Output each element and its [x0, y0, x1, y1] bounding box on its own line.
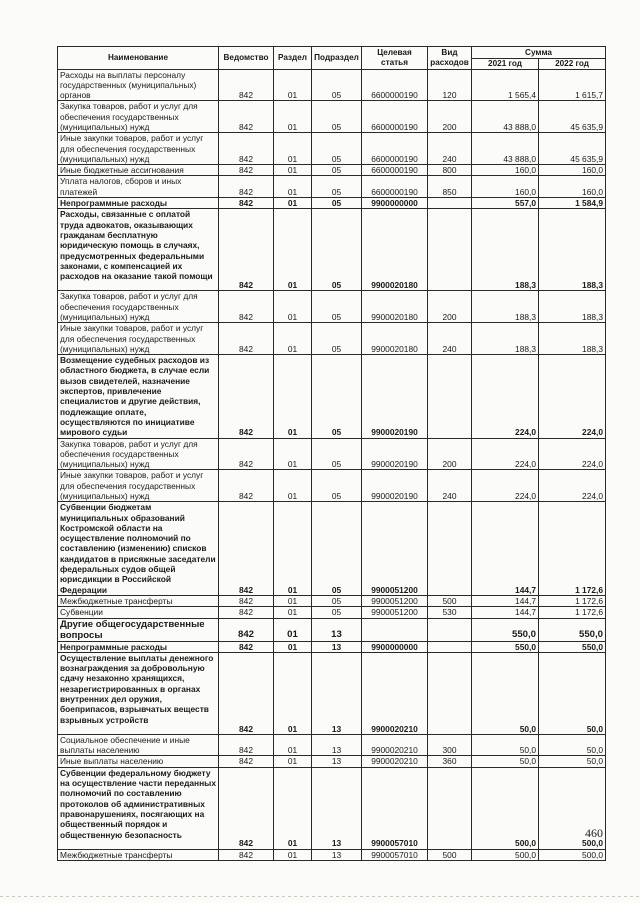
row-vid-cell: 530	[428, 607, 472, 618]
table-row	[58, 618, 606, 641]
row-name-cell: Другие общегосударственные вопросы	[58, 618, 219, 641]
row-tselevaya-cell	[362, 618, 428, 641]
row-sum-2022-cell: 1 172,6	[539, 595, 606, 606]
scan-edge-line	[0, 896, 640, 897]
row-vid-cell: 240	[428, 323, 472, 355]
row-vedomstvo-cell: 842	[219, 502, 274, 596]
row-tselevaya-cell: 9900051200	[362, 595, 428, 606]
row-podrazdel-cell: 13	[312, 652, 362, 734]
row-vedomstvo-cell: 842	[219, 470, 274, 502]
row-podrazdel-cell: 05	[312, 438, 362, 470]
row-vedomstvo-cell: 842	[219, 101, 274, 133]
row-sum-2021-cell: 188,3	[472, 323, 539, 355]
row-sum-2021-cell: 1 565,4	[472, 69, 539, 101]
row-podrazdel-cell: 05	[312, 69, 362, 101]
row-sum-2022-cell: 50,0	[539, 734, 606, 756]
row-name-cell: Непрограммные расходы	[58, 198, 219, 209]
row-name-cell: Непрограммные расходы	[58, 641, 219, 652]
row-razdel-cell: 01	[274, 291, 312, 323]
row-podrazdel-cell: 13	[312, 767, 362, 849]
row-vid-cell	[428, 355, 472, 438]
row-name-cell: Осуществление выплаты денежного вознаграждения за добровольную сдачу незаконно хранящихся, незарегистрированных в органах внутренних дел оружия, боеприпасов, взрывчатых веществ взрывных устройств	[58, 652, 219, 734]
row-razdel-cell: 01	[274, 849, 312, 860]
row-name-cell: Субвенции федеральному бюджету на осуществление части переданных полномочий по составлению протоколов об административных правонарушениях, посягающих на общественный порядок и общественную безопасность	[58, 767, 219, 849]
row-sum-2021-cell: 43 888,0	[472, 133, 539, 165]
row-sum-2022-cell: 224,0	[539, 355, 606, 438]
row-podrazdel-cell: 05	[312, 607, 362, 618]
row-name-cell: Иные бюджетные ассигнования	[58, 165, 219, 176]
row-sum-2021-cell: 43 888,0	[472, 101, 539, 133]
row-vedomstvo-cell: 842	[219, 767, 274, 849]
row-tselevaya-cell: 9900051200	[362, 607, 428, 618]
table-row	[58, 198, 606, 209]
row-tselevaya-cell: 9900020210	[362, 652, 428, 734]
row-vedomstvo-cell: 842	[219, 641, 274, 652]
row-podrazdel-cell: 05	[312, 133, 362, 165]
row-sum-2022-cell: 500,0	[539, 849, 606, 860]
row-razdel-cell: 01	[274, 607, 312, 618]
table-row	[58, 176, 606, 198]
row-podrazdel-cell: 05	[312, 165, 362, 176]
row-name-cell: Закупка товаров, работ и услуг для обеспечения государственных (муниципальных) нужд	[58, 101, 219, 133]
row-sum-2021-cell: 188,3	[472, 291, 539, 323]
row-sum-2022-cell: 1 172,6	[539, 502, 606, 596]
row-tselevaya-cell: 9900020180	[362, 323, 428, 355]
row-vedomstvo-cell: 842	[219, 165, 274, 176]
row-sum-2021-cell: 500,0	[472, 849, 539, 860]
header-name: Наименование	[58, 47, 219, 70]
row-name-cell: Закупка товаров, работ и услуг для обеспечения государственных (муниципальных) нужд	[58, 291, 219, 323]
row-name-cell: Расходы на выплаты персоналу государственных (муниципальных) органов	[58, 69, 219, 101]
row-vedomstvo-cell: 842	[219, 607, 274, 618]
row-sum-2022-cell: 550,0	[539, 618, 606, 641]
row-razdel-cell: 01	[274, 652, 312, 734]
row-razdel-cell: 01	[274, 502, 312, 596]
row-sum-2021-cell: 550,0	[472, 641, 539, 652]
row-podrazdel-cell: 13	[312, 618, 362, 641]
row-podrazdel-cell: 05	[312, 470, 362, 502]
row-sum-2022-cell: 224,0	[539, 438, 606, 470]
table-row	[58, 652, 606, 734]
row-podrazdel-cell: 05	[312, 502, 362, 596]
row-vedomstvo-cell: 842	[219, 756, 274, 767]
row-sum-2022-cell: 188,3	[539, 209, 606, 291]
row-vedomstvo-cell: 842	[219, 133, 274, 165]
row-sum-2022-cell: 224,0	[539, 470, 606, 502]
header-vid-raskhodov: Вид расходов	[428, 47, 472, 70]
row-vedomstvo-cell: 842	[219, 176, 274, 198]
table-row	[58, 291, 606, 323]
row-sum-2022-cell: 50,0	[539, 652, 606, 734]
row-name-cell: Иные закупки товаров, работ и услуг для обеспечения государственных (муниципальных) нужд	[58, 323, 219, 355]
table-row	[58, 767, 606, 849]
table-row	[58, 756, 606, 767]
row-name-cell: Межбюджетные трансферты	[58, 595, 219, 606]
row-tselevaya-cell: 9900000000	[362, 641, 428, 652]
table-row	[58, 355, 606, 438]
row-vid-cell: 300	[428, 734, 472, 756]
row-razdel-cell: 01	[274, 756, 312, 767]
row-sum-2022-cell: 45 635,9	[539, 133, 606, 165]
row-podrazdel-cell: 05	[312, 209, 362, 291]
row-tselevaya-cell: 6600000190	[362, 176, 428, 198]
row-vid-cell: 120	[428, 69, 472, 101]
row-razdel-cell: 01	[274, 355, 312, 438]
row-podrazdel-cell: 05	[312, 176, 362, 198]
header-vedomstvo: Ведомство	[219, 47, 274, 70]
row-vid-cell: 200	[428, 291, 472, 323]
row-sum-2022-cell: 550,0	[539, 641, 606, 652]
row-vid-cell: 360	[428, 756, 472, 767]
row-vedomstvo-cell: 842	[219, 291, 274, 323]
row-name-cell: Уплата налогов, сборов и иных платежей	[58, 176, 219, 198]
row-tselevaya-cell: 9900020190	[362, 438, 428, 470]
row-razdel-cell: 01	[274, 133, 312, 165]
row-vedomstvo-cell: 842	[219, 438, 274, 470]
row-vedomstvo-cell: 842	[219, 595, 274, 606]
header-tselevaya-statya: Целевая статья	[362, 47, 428, 70]
header-year-2021: 2021 год	[472, 59, 539, 70]
row-sum-2021-cell: 50,0	[472, 756, 539, 767]
row-tselevaya-cell: 9900000000	[362, 198, 428, 209]
row-name-cell: Межбюджетные трансферты	[58, 849, 219, 860]
table-row	[58, 502, 606, 596]
row-razdel-cell: 01	[274, 438, 312, 470]
row-tselevaya-cell: 6600000190	[362, 165, 428, 176]
row-tselevaya-cell: 9900051200	[362, 502, 428, 596]
row-sum-2022-cell: 188,3	[539, 291, 606, 323]
row-podrazdel-cell: 05	[312, 291, 362, 323]
row-vid-cell: 500	[428, 595, 472, 606]
row-sum-2022-cell: 160,0	[539, 176, 606, 198]
row-sum-2022-cell: 50,0	[539, 756, 606, 767]
row-sum-2021-cell: 224,0	[472, 438, 539, 470]
row-vid-cell: 200	[428, 438, 472, 470]
row-vedomstvo-cell: 842	[219, 209, 274, 291]
row-podrazdel-cell: 05	[312, 323, 362, 355]
row-vid-cell: 800	[428, 165, 472, 176]
row-vid-cell	[428, 198, 472, 209]
row-sum-2022-cell: 188,3	[539, 323, 606, 355]
row-razdel-cell: 01	[274, 165, 312, 176]
row-razdel-cell: 01	[274, 595, 312, 606]
row-tselevaya-cell: 9900020190	[362, 470, 428, 502]
row-name-cell: Иные выплаты населению	[58, 756, 219, 767]
row-tselevaya-cell: 6600000190	[362, 69, 428, 101]
row-tselevaya-cell: 6600000190	[362, 101, 428, 133]
row-name-cell: Закупка товаров, работ и услуг для обеспечения государственных (муниципальных) нужд	[58, 438, 219, 470]
row-sum-2021-cell: 144,7	[472, 595, 539, 606]
table-row	[58, 470, 606, 502]
table-row	[58, 101, 606, 133]
row-vedomstvo-cell: 842	[219, 849, 274, 860]
row-sum-2022-cell: 160,0	[539, 165, 606, 176]
row-podrazdel-cell: 05	[312, 355, 362, 438]
row-vedomstvo-cell: 842	[219, 618, 274, 641]
row-podrazdel-cell: 13	[312, 849, 362, 860]
row-sum-2021-cell: 557,0	[472, 198, 539, 209]
row-name-cell: Иные закупки товаров, работ и услуг для обеспечения государственных (муниципальных) нужд	[58, 470, 219, 502]
header-razdel: Раздел	[274, 47, 312, 70]
row-name-cell: Субвенции бюджетам муниципальных образований Костромской области на осуществление полномочий по составлению (изменению) списков кандидатов в присяжные заседатели федеральных судов общей юрисдикции в Российской Федерации	[58, 502, 219, 596]
row-vedomstvo-cell: 842	[219, 69, 274, 101]
row-vid-cell: 500	[428, 849, 472, 860]
row-vid-cell	[428, 767, 472, 849]
table-row	[58, 595, 606, 606]
row-sum-2021-cell: 50,0	[472, 652, 539, 734]
row-vedomstvo-cell: 842	[219, 323, 274, 355]
row-vid-cell	[428, 641, 472, 652]
header-year-2022: 2022 год	[539, 59, 606, 70]
row-vedomstvo-cell: 842	[219, 652, 274, 734]
table-row	[58, 641, 606, 652]
row-podrazdel-cell: 13	[312, 756, 362, 767]
row-podrazdel-cell: 05	[312, 101, 362, 133]
row-vid-cell	[428, 209, 472, 291]
row-sum-2021-cell: 144,7	[472, 502, 539, 596]
row-name-cell: Социальное обеспечение и иные выплаты населению	[58, 734, 219, 756]
row-vedomstvo-cell: 842	[219, 198, 274, 209]
row-sum-2022-cell: 45 635,9	[539, 101, 606, 133]
row-vid-cell	[428, 618, 472, 641]
header-podrazdel: Подраздел	[312, 47, 362, 70]
table-row	[58, 209, 606, 291]
row-tselevaya-cell: 9900020210	[362, 734, 428, 756]
row-tselevaya-cell: 9900020180	[362, 291, 428, 323]
row-sum-2022-cell: 1 615,7	[539, 69, 606, 101]
row-sum-2022-cell: 1 172,6	[539, 607, 606, 618]
row-tselevaya-cell: 9900057010	[362, 767, 428, 849]
row-sum-2021-cell: 224,0	[472, 355, 539, 438]
row-name-cell: Иные закупки товаров, работ и услуг для обеспечения государственных (муниципальных) нужд	[58, 133, 219, 165]
row-vedomstvo-cell: 842	[219, 734, 274, 756]
row-razdel-cell: 01	[274, 641, 312, 652]
row-sum-2021-cell: 500,0	[472, 767, 539, 849]
budget-table	[57, 46, 606, 861]
row-razdel-cell: 01	[274, 69, 312, 101]
table-row	[58, 133, 606, 165]
table-row	[58, 323, 606, 355]
row-vid-cell: 200	[428, 101, 472, 133]
row-vid-cell: 240	[428, 470, 472, 502]
row-razdel-cell: 01	[274, 323, 312, 355]
row-podrazdel-cell: 13	[312, 641, 362, 652]
row-razdel-cell: 01	[274, 618, 312, 641]
row-vid-cell: 850	[428, 176, 472, 198]
row-sum-2021-cell: 144,7	[472, 607, 539, 618]
row-tselevaya-cell: 9900057010	[362, 849, 428, 860]
row-razdel-cell: 01	[274, 767, 312, 849]
page-number: 460	[585, 826, 603, 840]
table-row	[58, 849, 606, 860]
row-sum-2021-cell: 188,3	[472, 209, 539, 291]
row-razdel-cell: 01	[274, 198, 312, 209]
row-podrazdel-cell: 13	[312, 734, 362, 756]
row-vid-cell	[428, 652, 472, 734]
row-name-cell: Возмещение судебных расходов из областного бюджета, в случае если вызов свидетелей, назначение экспертов, привлечение специалистов и другие действия, подлежащие оплате, осуществляются по инициативе мирового судьи	[58, 355, 219, 438]
row-tselevaya-cell: 9900020190	[362, 355, 428, 438]
row-razdel-cell: 01	[274, 209, 312, 291]
table-row	[58, 607, 606, 618]
row-name-cell: Субвенции	[58, 607, 219, 618]
row-razdel-cell: 01	[274, 101, 312, 133]
row-razdel-cell: 01	[274, 176, 312, 198]
row-vedomstvo-cell: 842	[219, 355, 274, 438]
row-sum-2021-cell: 50,0	[472, 734, 539, 756]
row-sum-2021-cell: 160,0	[472, 165, 539, 176]
row-sum-2021-cell: 550,0	[472, 618, 539, 641]
row-sum-2021-cell: 224,0	[472, 470, 539, 502]
row-sum-2021-cell: 160,0	[472, 176, 539, 198]
row-name-cell: Расходы, связанные с оплатой труда адвокатов, оказывающих гражданам бесплатную юридическую помощь в случаях, предусмотренных федеральными законами, с компенсацией их расходов на оказание такой помощи	[58, 209, 219, 291]
table-row	[58, 734, 606, 756]
table-row	[58, 438, 606, 470]
row-tselevaya-cell: 9900020210	[362, 756, 428, 767]
row-razdel-cell: 01	[274, 734, 312, 756]
row-sum-2022-cell: 500,0	[539, 767, 606, 849]
table-row	[58, 165, 606, 176]
row-razdel-cell: 01	[274, 470, 312, 502]
budget-table-body	[58, 69, 606, 861]
row-vid-cell	[428, 502, 472, 596]
row-tselevaya-cell: 9900020180	[362, 209, 428, 291]
row-podrazdel-cell: 05	[312, 595, 362, 606]
row-sum-2022-cell: 1 584,9	[539, 198, 606, 209]
table-row	[58, 69, 606, 101]
budget-table-container	[57, 46, 605, 861]
header-summa: Сумма	[472, 47, 606, 59]
row-tselevaya-cell: 6600000190	[362, 133, 428, 165]
row-podrazdel-cell: 05	[312, 198, 362, 209]
row-vid-cell: 240	[428, 133, 472, 165]
